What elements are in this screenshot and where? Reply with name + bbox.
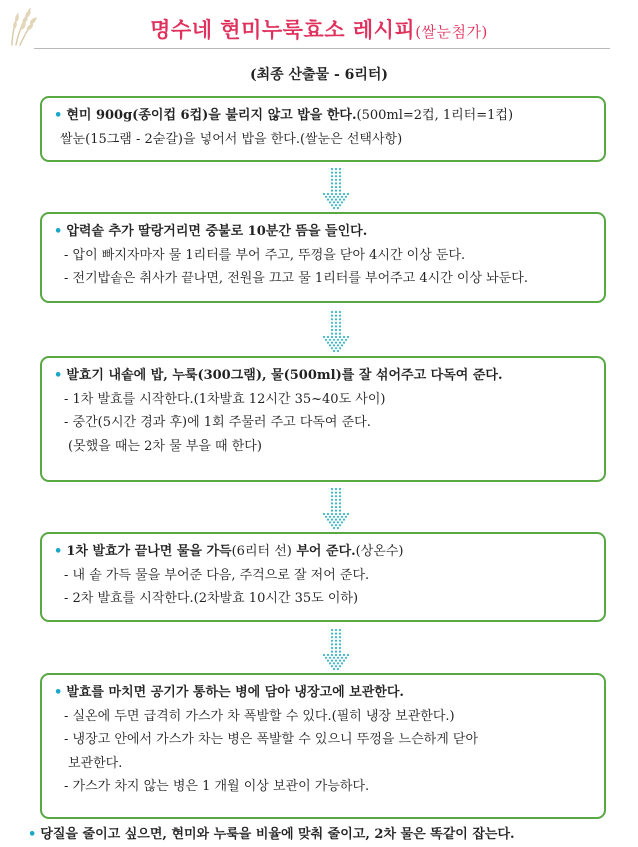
step-5-lead xyxy=(54,681,594,705)
step-box-5 xyxy=(40,673,606,819)
title-sub: (쌀눈첨가) xyxy=(415,23,488,41)
dotted-down-arrow-icon xyxy=(323,166,349,210)
step-1-line-1: 쌀눈(15그램 - 2숟갈)을 넣어서 밥을 한다.(쌀눈은 선택사항) xyxy=(60,131,403,147)
step-3-lead xyxy=(54,364,594,388)
step-3-line-2: - 중간(5시간 경과 후)에 1회 주물러 주고 다독여 준다. xyxy=(64,415,371,430)
step-4-lead xyxy=(54,540,594,564)
step-5-line-1: - 실온에 두면 급격히 가스가 차 폭발할 수 있다.(필히 냉장 보관한다.) xyxy=(64,708,455,724)
step-3-lead-bold: 발효기 내솥에 밥, 누룩(300그램), 물(500ml)를 잘 섞어주고 다독여 준다. xyxy=(66,368,503,383)
step-4-line-1: - 내 솥 가득 물을 부어준 다음, 주걱으로 잘 저어 준다. xyxy=(64,567,370,583)
dotted-down-arrow-icon xyxy=(323,627,349,671)
step-5-lead-bold: 발효를 마치면 공기가 통하는 병에 담아 냉장고에 보관한다. xyxy=(66,685,404,700)
step-5-line-2: - 냉장고 안에서 가스가 차는 병은 폭발할 수 있으니 뚜껑을 느슨하게 닫아 xyxy=(64,732,479,747)
bullet-icon: • xyxy=(54,544,63,559)
step-2-lead-bold: 압력솥 추가 딸랑거리면 중불로 10분간 뜸을 들인다. xyxy=(66,224,368,239)
bullet-icon: • xyxy=(54,224,63,239)
bullet-icon: • xyxy=(54,685,63,700)
step-box-4 xyxy=(40,532,606,622)
footer-note xyxy=(28,823,628,842)
step-box-3 xyxy=(40,356,606,482)
step-4-lead-mid: (6리터 선) xyxy=(231,544,292,559)
step-box-1 xyxy=(40,96,606,162)
page-subtitle: (최종 산출물 - 6리터) xyxy=(249,67,389,83)
title-divider xyxy=(34,48,610,49)
step-1-lead xyxy=(54,104,594,128)
step-4-lead-bold: 1차 발효가 끝나면 물을 가득 xyxy=(66,544,232,559)
dotted-down-arrow-icon xyxy=(323,309,349,353)
step-5-line-4: - 가스가 차지 않는 병은 1 개월 이상 보관이 가능하다. xyxy=(64,779,370,794)
step-3-line-3: (못했을 때는 2차 물 부을 때 한다) xyxy=(68,438,262,454)
step-1-lead-bold: 현미 900g(종이컵 6컵)을 불리지 않고 밥을 한다. xyxy=(66,108,357,123)
step-4-lead-rest: (상온수) xyxy=(355,544,404,559)
footer-note-text: 당질을 줄이고 싶으면, 현미와 누룩을 비율에 맞춰 줄이고, 2차 물은 똑같이 잡는다. xyxy=(40,827,515,842)
step-2-line-2: - 전기밥솥은 취사가 끝나면, 전원을 끄고 물 1리터를 부어주고 4시간 이상 놔둔다. xyxy=(64,271,528,286)
step-3-line-1: - 1차 발효를 시작한다.(1차발효 12시간 35~40도 사이) xyxy=(64,391,386,407)
step-box-2 xyxy=(40,212,606,303)
step-4-lead-bold2: 부어 준다. xyxy=(291,544,356,559)
bullet-icon: • xyxy=(54,108,63,123)
dotted-down-arrow-icon xyxy=(323,486,349,530)
step-1-lead-rest: (500ml=2컵, 1리터=1컵) xyxy=(356,108,514,123)
step-2-line-1: - 압이 빠지자마자 물 1리터를 부어 주고, 뚜껑을 닫아 4시간 이상 둔다. xyxy=(64,247,466,263)
page-title xyxy=(0,14,638,44)
title-main: 명수네 현미누룩효소 레시피 xyxy=(150,17,416,42)
step-2-lead xyxy=(54,220,594,244)
bullet-icon: • xyxy=(54,368,63,383)
step-5-line-3: 보관한다. xyxy=(68,755,123,771)
step-4-line-2: - 2차 발효를 시작한다.(2차발효 10시간 35도 이하) xyxy=(64,591,359,606)
bullet-icon: • xyxy=(28,827,37,842)
